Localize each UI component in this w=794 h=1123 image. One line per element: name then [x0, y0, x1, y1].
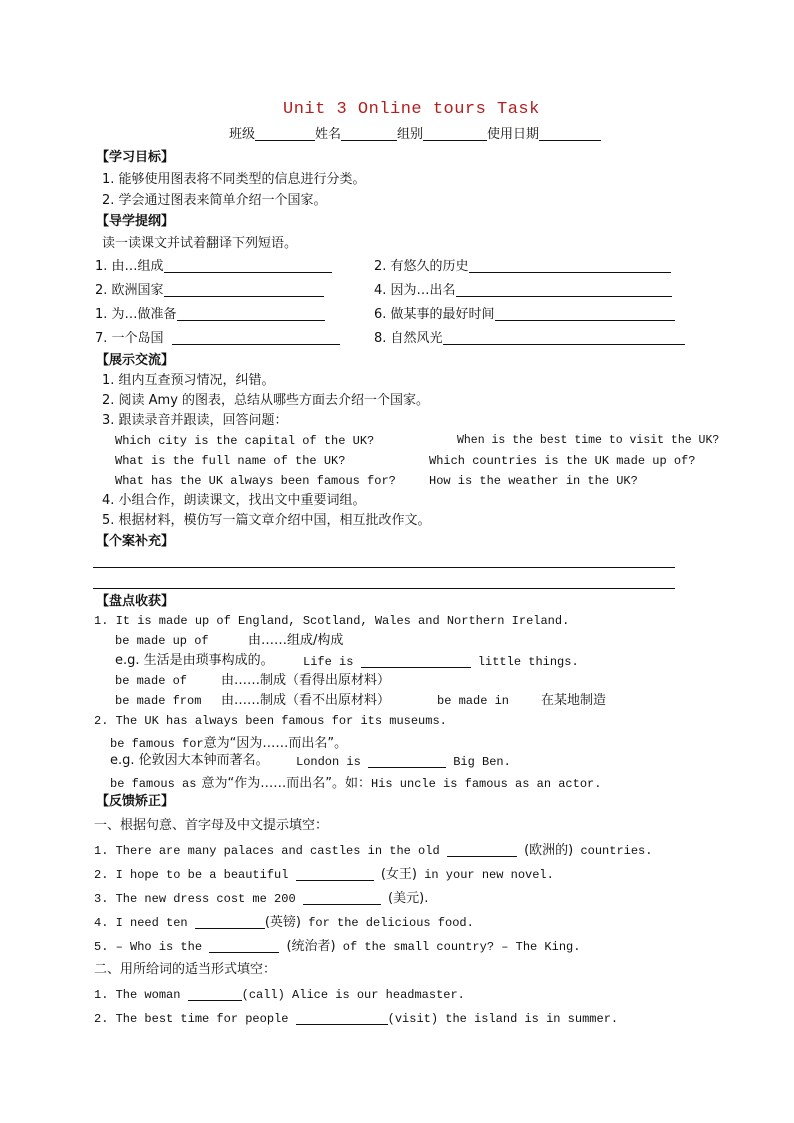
- phrase-zh: 由……制成（看得出原材料）: [221, 673, 391, 688]
- show-item: 1. 组内互查预习情况，纠错。: [102, 373, 275, 388]
- answer-blank[interactable]: [368, 755, 446, 768]
- show-item: 4. 小组合作，朗读课文，找出文中重要词组。: [102, 493, 366, 508]
- header-fields: [229, 128, 601, 141]
- phrase-item: 7. 一个岛国: [95, 332, 340, 345]
- answer-blank[interactable]: [177, 308, 325, 321]
- answer-blank[interactable]: [296, 1012, 388, 1025]
- harvest-point: 2. The UK has always been famous for its museums.: [94, 714, 447, 728]
- exercise-item: 5. – Who is the (统治者) of the small country? – The King.: [94, 939, 581, 954]
- example-en: Life is little things.: [303, 655, 579, 669]
- date-blank: [539, 128, 601, 141]
- question: Which city is the capital of the UK?: [115, 434, 375, 448]
- exercise-item: 1. There are many palaces and castles in the old (欧洲的) countries.: [94, 843, 653, 858]
- answer-blank[interactable]: [195, 916, 265, 929]
- name-label: 姓名: [315, 127, 342, 142]
- question: Which countries is the UK made up of?: [429, 454, 696, 468]
- guide-intro: 读一读课文并试着翻译下列短语。: [102, 236, 298, 251]
- exercise-item: 2. The best time for people (visit) the island is in summer.: [94, 1012, 619, 1026]
- show-item: 3. 跟读录音并跟读，回答问题：: [102, 413, 288, 428]
- phrase-item: 1. 由…组成: [95, 260, 332, 273]
- question: What has the UK always been famous for?: [115, 474, 396, 488]
- phrase-item: 8. 自然风光: [374, 332, 685, 345]
- answer-blank[interactable]: [456, 284, 672, 297]
- class-blank: [255, 128, 315, 141]
- answer-blank[interactable]: [188, 988, 242, 1001]
- section-guide: 【导学提纲】: [96, 214, 175, 229]
- date-label: 使用日期: [487, 127, 540, 142]
- phrase-line: be famous for意为“因为……而出名”。: [110, 736, 348, 751]
- section-supplement: 【个案补充】: [96, 534, 175, 549]
- phrase-en: be made from: [115, 694, 202, 708]
- section-show: 【展示交流】: [96, 353, 175, 368]
- answer-blank[interactable]: [469, 260, 671, 273]
- phrase-en: be made in: [437, 694, 510, 708]
- question: What is the full name of the UK?: [115, 454, 346, 468]
- answer-blank[interactable]: [447, 844, 517, 857]
- example-zh: e.g. 生活是由琐事构成的。: [115, 653, 274, 668]
- exercise-item: 4. I need ten (英镑) for the delicious food.: [94, 915, 474, 930]
- exercise-item: 2. I hope to be a beautiful (女王) in your new novel.: [94, 867, 554, 882]
- phrase-item: 4. 因为…出名: [374, 284, 672, 297]
- page-title: Unit 3 Online tours Task: [283, 100, 540, 119]
- answer-blank[interactable]: [495, 308, 675, 321]
- answer-blank[interactable]: [172, 332, 340, 345]
- group-blank: [423, 128, 487, 141]
- exercise-item: 3. The new dress cost me 200 (美元).: [94, 891, 429, 906]
- name-blank: [341, 128, 397, 141]
- goal-item: 2. 学会通过图表来简单介绍一个国家。: [102, 193, 327, 208]
- phrase-item: 2. 欧洲国家: [95, 284, 324, 297]
- writing-line[interactable]: [93, 567, 675, 568]
- exercise-heading: 二、用所给词的适当形式填空：: [94, 962, 277, 977]
- question: How is the weather in the UK?: [429, 474, 638, 488]
- answer-blank[interactable]: [443, 332, 685, 345]
- phrase-en: be made up of: [115, 634, 209, 648]
- phrase-en: be made of: [115, 674, 188, 688]
- example-en: London is Big Ben.: [296, 755, 511, 769]
- show-item: 2. 阅读 Amy 的图表，总结从哪些方面去介绍一个国家。: [102, 393, 430, 408]
- example-zh: e.g. 伦敦因大本钟而著名。: [110, 753, 269, 768]
- writing-line[interactable]: [93, 588, 675, 589]
- section-goals: 【学习目标】: [96, 150, 175, 165]
- phrase-item: 2. 有悠久的历史: [374, 260, 671, 273]
- answer-blank[interactable]: [164, 284, 324, 297]
- section-feedback: 【反馈矫正】: [96, 794, 175, 809]
- show-item: 5. 根据材料，模仿写一篇文章介绍中国，相互批改作文。: [102, 513, 431, 528]
- answer-blank[interactable]: [296, 868, 374, 881]
- goal-item: 1. 能够使用图表将不同类型的信息进行分类。: [102, 172, 366, 187]
- answer-blank[interactable]: [164, 260, 332, 273]
- harvest-point: 1. It is made up of England, Scotland, Wales and Northern Ireland.: [94, 614, 570, 628]
- exercise-heading: 一、根据句意、首字母及中文提示填空：: [94, 818, 329, 833]
- phrase-item: 1. 为…做准备: [95, 308, 325, 321]
- phrase-zh: 在某地制造: [541, 693, 607, 708]
- answer-blank[interactable]: [361, 655, 471, 668]
- answer-blank[interactable]: [303, 892, 381, 905]
- question: When is the best time to visit the UK?: [457, 434, 720, 447]
- phrase-zh: 由……制成（看不出原材料）: [221, 693, 391, 708]
- exercise-item: 1. The woman (call) Alice is our headmaster.: [94, 988, 465, 1002]
- phrase-zh: 由……组成/构成: [248, 633, 344, 648]
- phrase-item: 6. 做某事的最好时间: [374, 308, 675, 321]
- section-harvest: 【盘点收获】: [96, 594, 175, 609]
- class-label: 班级: [229, 127, 256, 142]
- phrase-line: be famous as 意为“作为……而出名”。如：His uncle is famous as an actor.: [110, 776, 602, 791]
- group-label: 组别: [397, 127, 424, 142]
- answer-blank[interactable]: [209, 940, 279, 953]
